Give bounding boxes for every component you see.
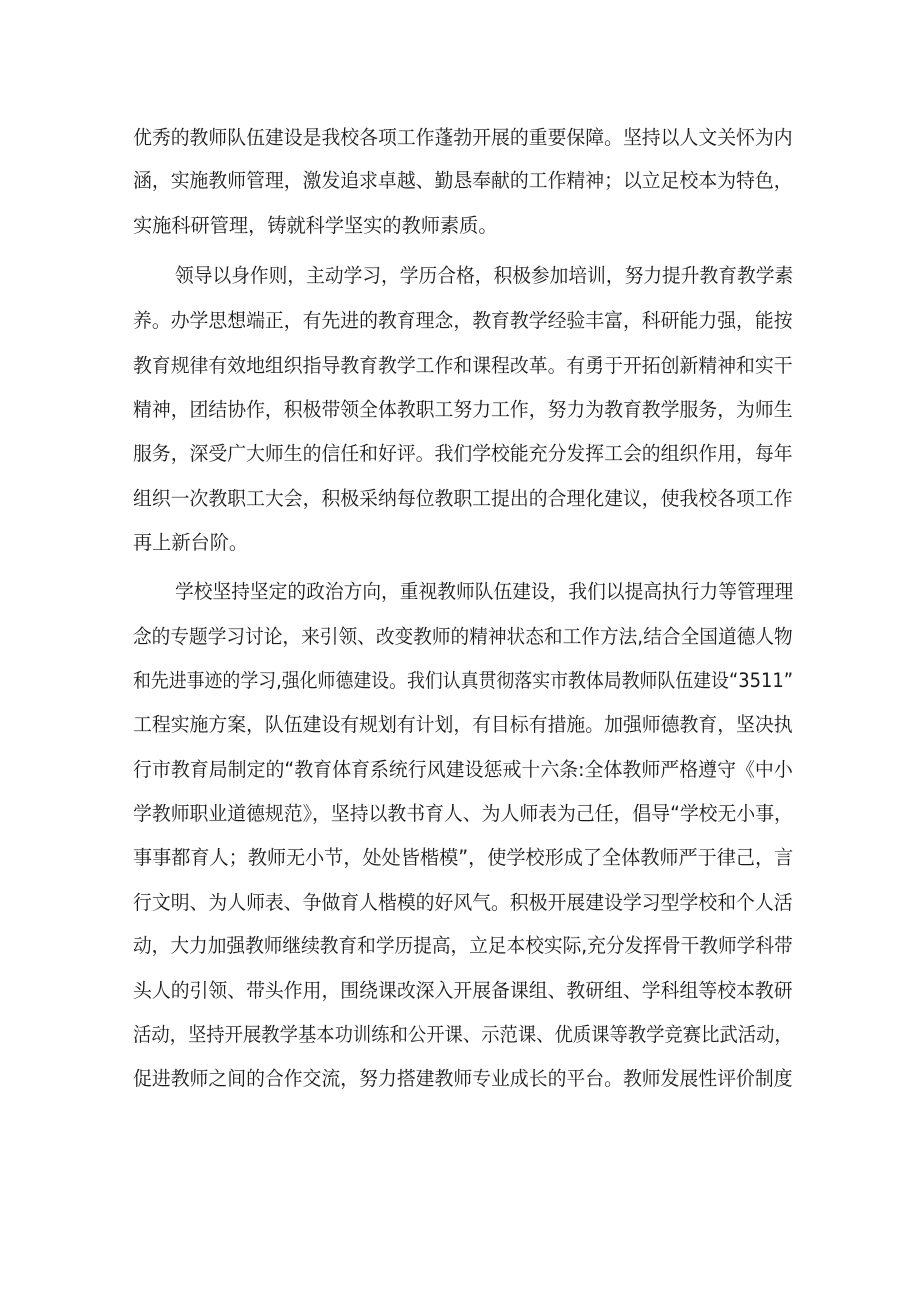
paragraph-3-line-3: 和先进事迹的学习,强化师德建设。我们认真贯彻落实市教体局教师队伍建设“3511” [133,669,793,692]
paragraph-2-line-6: 组织一次教职工大会，积极采纳每位教职工提出的合理化建议，使我校各项工作 [133,487,793,510]
paragraph-2-line-1: 领导以身作则，主动学习，学历合格，积极参加培训，努力提升教育教学素 [175,264,794,287]
paragraph-1-line-3: 实施科研管理，铸就科学坚实的教师素质。 [133,214,498,237]
paragraph-3-line-2: 念的专题学习讨论，来引领、改变教师的精神状态和工作方法,结合全国道德人物 [133,625,793,648]
paragraph-3-line-7: 事事都育人；教师无小节，处处皆楷模”，使学校形成了全体教师严于律己，言 [133,846,794,869]
paragraph-3-line-8: 行文明、为人师表、争做育人楷模的好风气。积极开展建设学习型学校和个人活 [133,891,793,914]
paragraph-1-line-2: 涵，实施教师管理，激发追求卓越、勤恳奉献的工作精神；以立足校本为特色， [133,169,793,192]
paragraph-2-line-7: 再上新台阶。 [133,531,249,554]
paragraph-2-line-5: 服务，深受广大师生的信任和好评。我们学校能充分发挥工会的组织作用，每年 [133,442,793,465]
paragraph-3-line-4: 工程实施方案，队伍建设有规划有计划，有目标有措施。加强师德教育，坚决执 [133,713,793,736]
paragraph-3-line-9: 动，大力加强教师继续教育和学历提高，立足本校实际,充分发挥骨干教师学科带 [133,934,793,957]
paragraph-2-line-2: 养。办学思想端正，有先进的教育理念，教育教学经验丰富，科研能力强，能按 [133,309,793,332]
paragraph-1-line-1: 优秀的教师队伍建设是我校各项工作蓬勃开展的重要保障。坚持以人文关怀为内 [133,126,793,149]
paragraph-3-line-11: 活动，坚持开展教学基本功训练和公开课、示范课、优质课等教学竞赛比武活动， [133,1023,793,1046]
paragraph-2-line-4: 精神，团结协作，积极带领全体教职工努力工作，努力为教育教学服务，为师生 [133,398,793,421]
paragraph-3-line-10: 头人的引领、带头作用，围绕课改深入开展备课组、教研组、学科组等校本教研 [133,979,793,1002]
paragraph-2-line-3: 教育规律有效地组织指导教育教学工作和课程改革。有勇于开拓创新精神和实干 [133,354,793,377]
paragraph-3-line-1: 学校坚持坚定的政治方向，重视教师队伍建设，我们以提高执行力等管理理 [175,580,794,603]
paragraph-3-line-12: 促进教师之间的合作交流，努力搭建教师专业成长的平台。教师发展性评价制度 [133,1067,793,1090]
paragraph-3-line-6: 学教师职业道德规范》，坚持以教书育人、为人师表为己任，倡导“学校无小事， [133,802,793,825]
paragraph-3-line-5: 行市教育局制定的“教育体育系统行风建设惩戒十六条:全体教师严格遵守《中小 [133,758,793,781]
